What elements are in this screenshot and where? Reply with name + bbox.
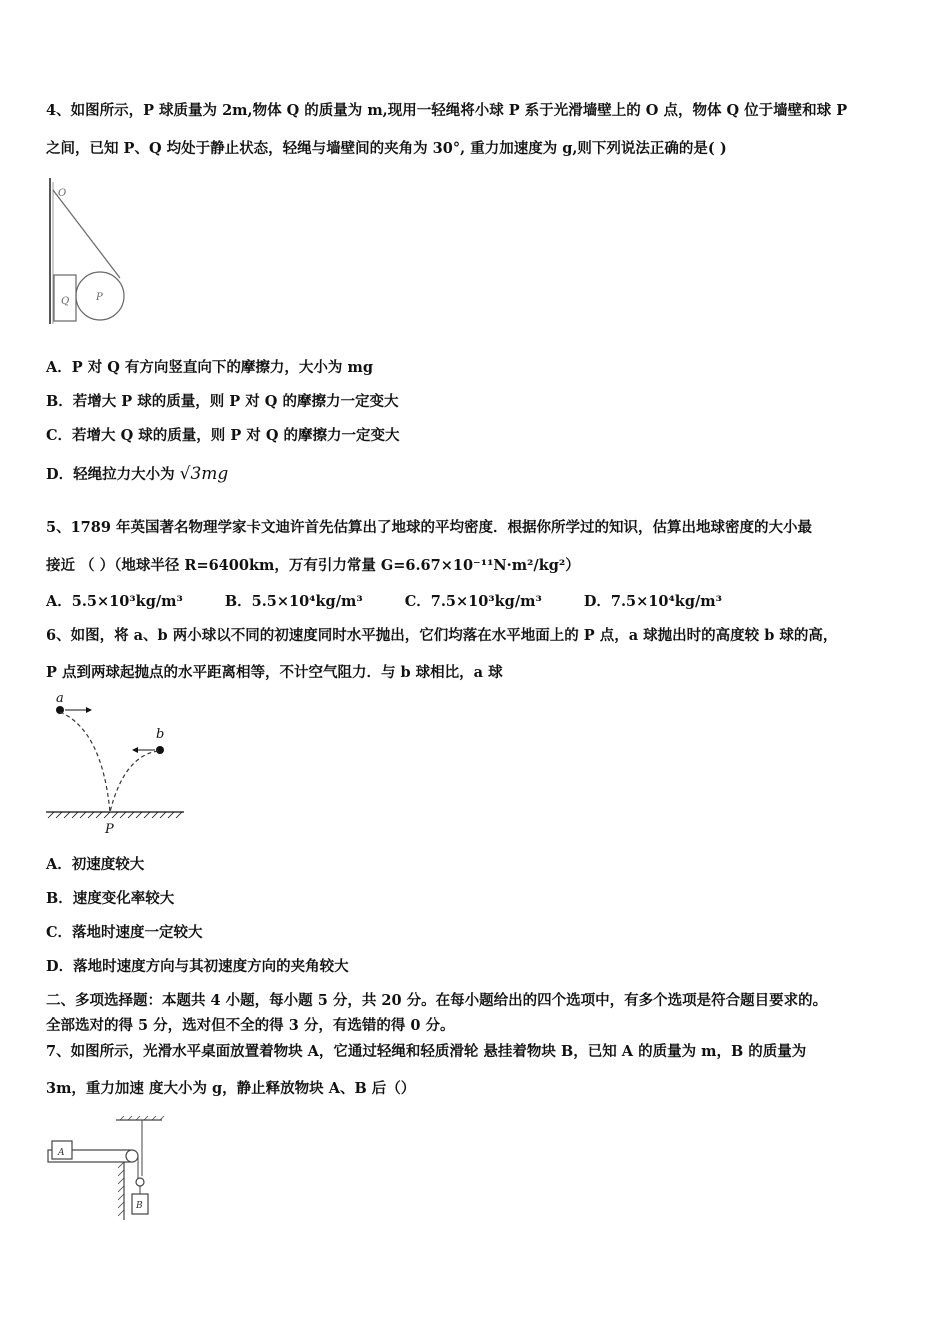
label-p: P xyxy=(96,292,103,303)
q6-figure xyxy=(44,690,188,840)
q4-stem-line2: 之间，已知 P、Q 均处于静止状态，轻绳与墙壁间的夹角为 30°, 重力加速度为 g,则下列说法正确的是( ) xyxy=(46,140,727,157)
q7-figure xyxy=(46,1116,168,1222)
table-pulley xyxy=(126,1150,138,1162)
q5-option-d: D．7.5×10⁴kg/m³ xyxy=(583,593,722,610)
label-a: A xyxy=(58,1148,65,1158)
label-a: a xyxy=(56,691,64,706)
q4-option-c: C．若增大 Q 球的质量，则 P 对 Q 的摩擦力一定变大 xyxy=(46,427,400,444)
section2-line1: 二、多项选择题：本题共 4 小题，每小题 5 分，共 20 分。在每小题给出的四个选项中，有多个选项是符合题目要求的。 xyxy=(46,992,828,1009)
label-b: B xyxy=(136,1201,143,1211)
q5-option-c: C．7.5×10³kg/m³ xyxy=(404,593,542,610)
q4-option-d-label: D．轻绳拉力大小为 xyxy=(46,466,180,483)
rope xyxy=(53,190,120,278)
q7-stem-line1: 7、如图所示，光滑水平桌面放置着物块 A，它通过轻绳和轻质滑轮 悬挂着物块 B，已知 A 的质量为 m，B 的质量为 xyxy=(46,1043,807,1060)
q5-option-b: B．5.5×10⁴kg/m³ xyxy=(224,593,363,610)
q5-option-a: A．5.5×10³kg/m³ xyxy=(46,593,183,610)
q6-option-c: C．落地时速度一定较大 xyxy=(46,924,203,941)
q4-figure xyxy=(40,178,130,330)
label-p: P xyxy=(105,822,114,837)
section2-line2: 全部选对的得 5 分，选对但不全的得 3 分，有选错的得 0 分。 xyxy=(46,1017,455,1034)
q6-stem-line2: P 点到两球起抛点的水平距离相等，不计空气阻力．与 b 球相比，a 球 xyxy=(46,664,503,681)
arrowhead-a xyxy=(86,707,92,713)
q6-stem-line1: 6、如图，将 a、b 两小球以不同的初速度同时水平抛出，它们均落在水平地面上的 P 点，a 球抛出时的高度较 b 球的高， xyxy=(46,627,838,644)
arrowhead-b xyxy=(132,747,138,753)
q4-stem-line1: 4、如图所示，P 球质量为 2m,物体 Q 的质量为 m,现用一轻绳将小球 P 系于光滑墙壁上的 O 点，物体 Q 位于墙壁和球 P xyxy=(46,102,848,119)
ball-b xyxy=(156,746,164,754)
q4-option-d xyxy=(46,464,228,485)
ground-hatch xyxy=(48,812,182,818)
label-q: Q xyxy=(61,296,70,307)
q7-stem-line2: 3m，重力加速 度大小为 g，静止释放物块 A、B 后（） xyxy=(46,1080,416,1097)
movable-pulley xyxy=(136,1178,144,1186)
trajectory-b xyxy=(110,751,158,812)
q5-stem-line1: 5、1789 年英国著名物理学家卡文迪许首先估算出了地球的平均密度．根据你所学过的知识，估算出地球密度的大小最 xyxy=(46,519,812,536)
q4-option-a: A．P 对 Q 有方向竖直向下的摩擦力，大小为 mg xyxy=(46,359,373,376)
q4-option-d-formula: √3mg xyxy=(179,464,229,484)
trajectory-a xyxy=(60,712,110,812)
q6-option-a: A．初速度较大 xyxy=(46,856,145,873)
q6-option-d: D．落地时速度方向与其初速度方向的夹角较大 xyxy=(46,958,349,975)
q5-stem-line2: 接近 （ ）（地球半径 R=6400km，万有引力常量 G=6.67×10⁻¹¹N·m²/kg²） xyxy=(46,557,580,574)
q4-option-b: B．若增大 P 球的质量，则 P 对 Q 的摩擦力一定变大 xyxy=(46,393,399,410)
q6-option-b: B．速度变化率较大 xyxy=(46,890,175,907)
table-hatch xyxy=(118,1162,124,1216)
label-b: b xyxy=(156,727,165,742)
label-o: O xyxy=(58,188,67,199)
q5-options xyxy=(46,592,764,612)
